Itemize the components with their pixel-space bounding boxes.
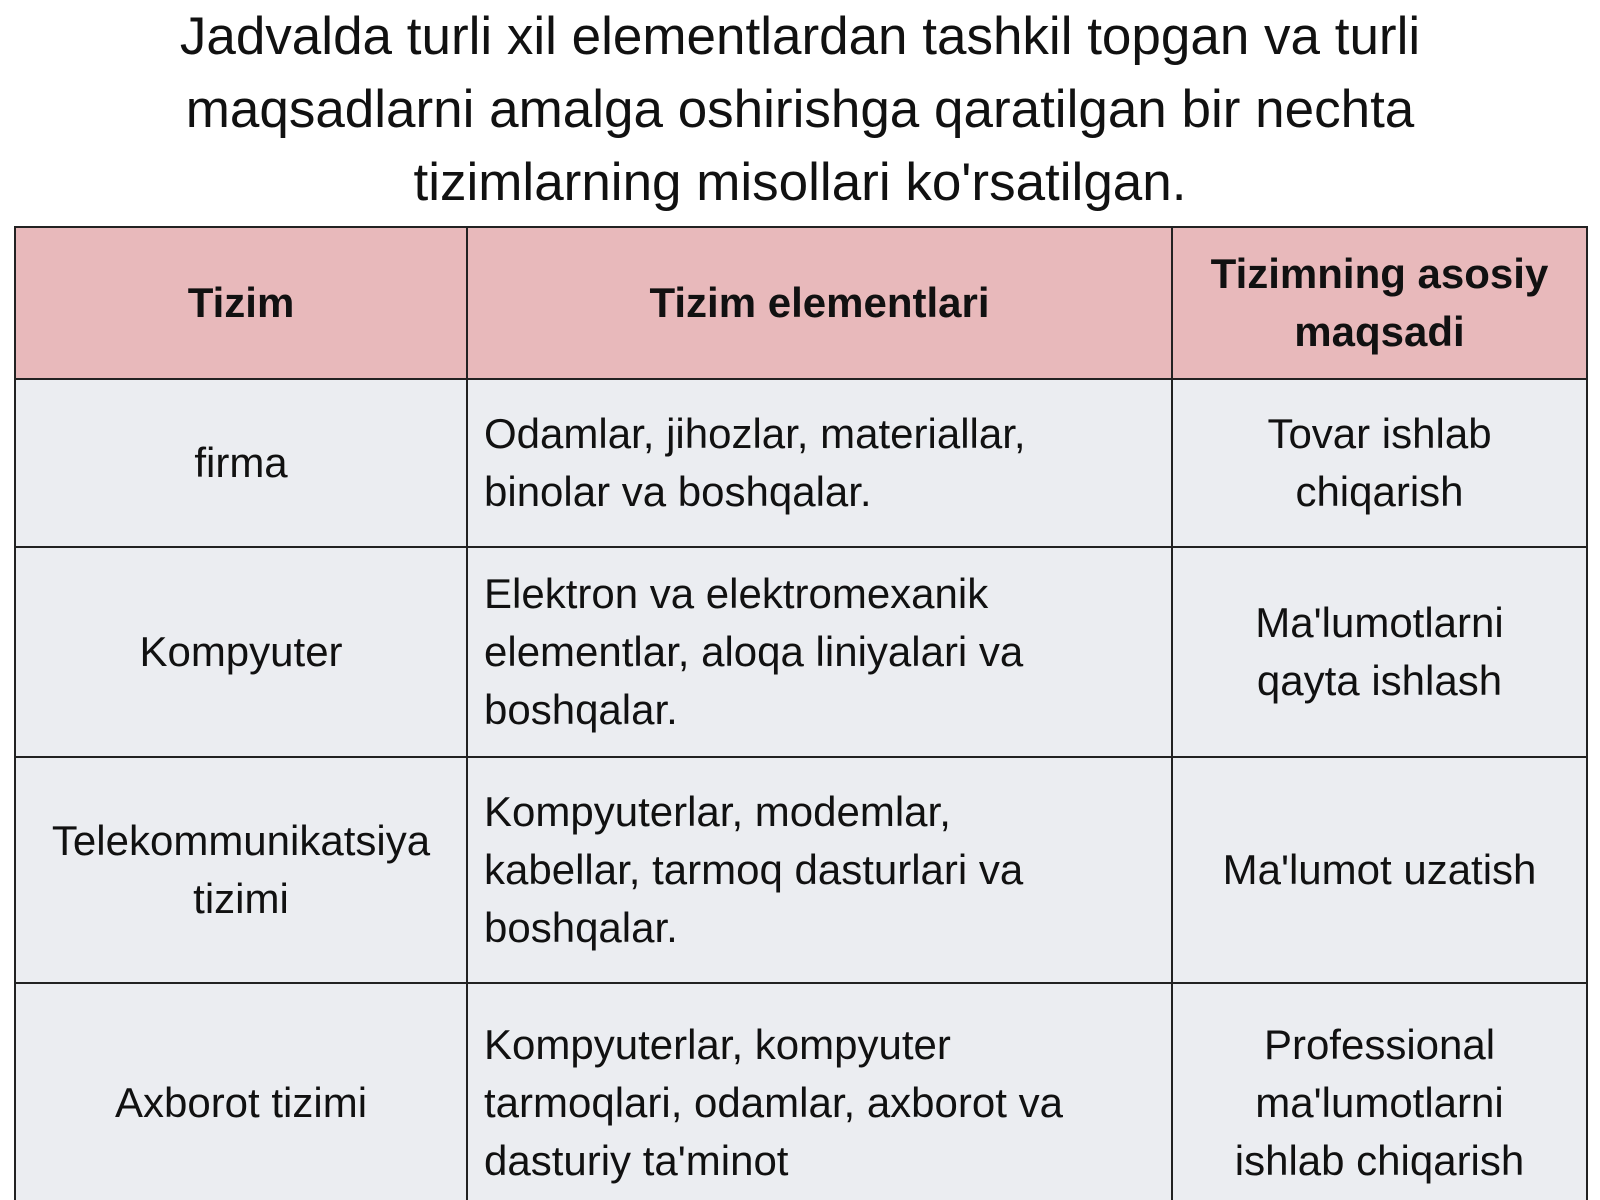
- systems-table: [14, 226, 1588, 1200]
- systems-table-container: [14, 226, 1586, 1200]
- header-goal: [1172, 227, 1587, 379]
- cell-text: kabellar, tarmoq dasturlari va: [484, 846, 1024, 893]
- cell-system: [15, 983, 467, 1200]
- table-row: [15, 983, 1587, 1200]
- cell-text: binolar va boshqalar.: [484, 468, 872, 515]
- title-line-1: Jadvalda turli xil elementlardan tashkil topgan va turli: [179, 7, 1421, 66]
- cell-elements: [467, 379, 1172, 547]
- cell-text: tarmoqlari, odamlar, axborot va: [484, 1079, 1063, 1126]
- cell-goal: [1172, 379, 1587, 547]
- cell-system: [15, 547, 467, 757]
- cell-text: ishlab chiqarish: [1234, 1137, 1525, 1184]
- cell-text: Odamlar, jihozlar, materiallar,: [484, 410, 1026, 457]
- header-system: Tizim: [15, 227, 467, 379]
- cell-text: dasturiy ta'minot: [484, 1137, 789, 1184]
- cell-goal: [1172, 547, 1587, 757]
- title-line-3: tizimlarning misollari ko'rsatilgan.: [413, 153, 1187, 212]
- cell-text: Elektron va elektromexanik: [484, 570, 989, 617]
- table-row: [15, 379, 1587, 547]
- cell-text: Telekommunikatsiya: [51, 817, 431, 864]
- cell-elements: [467, 757, 1172, 983]
- cell-text: ma'lumotlarni: [1255, 1079, 1504, 1126]
- header-elements: Tizim elementlari: [467, 227, 1172, 379]
- cell-text: Ma'lumot uzatish: [1222, 846, 1537, 893]
- cell-text: Tovar ishlab: [1267, 410, 1492, 457]
- cell-goal: [1172, 983, 1587, 1200]
- title-line-2: maqsadlarni amalga oshirishga qaratilgan bir nechta: [185, 80, 1415, 139]
- cell-text: firma: [194, 439, 288, 486]
- header-goal-line-2: maqsadi: [1294, 308, 1465, 355]
- table-row: [15, 547, 1587, 757]
- cell-elements: [467, 983, 1172, 1200]
- cell-text: qayta ishlash: [1256, 657, 1503, 704]
- cell-text: Axborot tizimi: [114, 1079, 368, 1126]
- table-header-row: [15, 227, 1587, 379]
- cell-text: tizimi: [193, 875, 289, 922]
- cell-text: Kompyuterlar, kompyuter: [484, 1021, 951, 1068]
- cell-elements: [467, 547, 1172, 757]
- table-row: [15, 757, 1587, 983]
- cell-text: boshqalar.: [484, 686, 678, 733]
- cell-text: Kompyuter: [139, 628, 343, 675]
- header-goal-line-1: Tizimning asosiy: [1210, 250, 1549, 297]
- cell-text: Kompyuterlar, modemlar,: [484, 788, 951, 835]
- page-title: [60, 0, 1540, 219]
- cell-system: [15, 379, 467, 547]
- cell-text: Ma'lumotlarni: [1255, 599, 1504, 646]
- cell-text: chiqarish: [1295, 468, 1464, 515]
- cell-text: elementlar, aloqa liniyalari va: [484, 628, 1024, 675]
- cell-system: [15, 757, 467, 983]
- cell-text: Professional: [1263, 1021, 1496, 1068]
- cell-text: boshqalar.: [484, 904, 678, 951]
- cell-goal: [1172, 757, 1587, 983]
